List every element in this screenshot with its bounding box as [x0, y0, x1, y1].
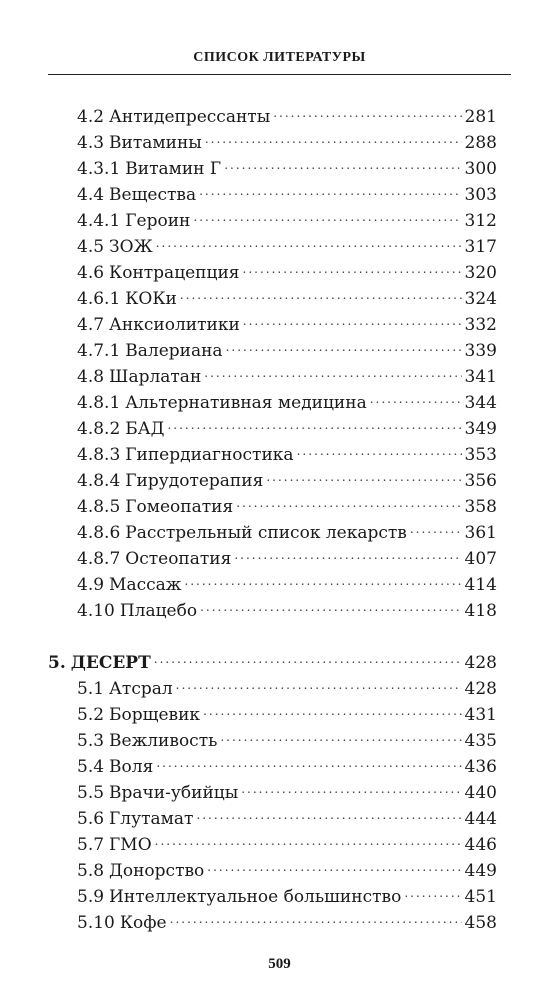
dot-leader	[205, 122, 462, 148]
toc-entry-page: 317	[464, 237, 497, 257]
toc-entry	[77, 798, 497, 829]
toc-entry-page: 431	[464, 705, 497, 725]
toc-entry-title: Атсрал	[109, 679, 173, 699]
toc-entry	[77, 512, 497, 543]
toc-entry-title: Вещества	[109, 185, 197, 205]
dot-leader	[234, 538, 461, 564]
toc-chapter-page: 428	[464, 653, 497, 673]
toc-entry-number: 5.5	[77, 783, 105, 803]
dot-leader	[184, 564, 461, 590]
toc-entry	[77, 668, 497, 699]
toc-entry-page: 303	[464, 185, 497, 205]
dot-leader	[236, 486, 461, 512]
toc-entry-number: 5.6	[77, 809, 105, 829]
toc-entry	[77, 122, 497, 153]
toc-entry-number: 4.9	[77, 575, 105, 595]
dot-leader	[176, 668, 462, 694]
toc-entry-title: Гипердиагностика	[125, 445, 294, 465]
toc-entry-title: Расстрельный список лекарств	[125, 523, 407, 543]
toc-entry-title: Альтернативная медицина	[125, 393, 367, 413]
toc-entry-page: 300	[464, 159, 497, 179]
toc-entry-page: 451	[464, 887, 497, 907]
toc-entry-page: 407	[464, 549, 497, 569]
header-rule	[48, 74, 511, 75]
toc-entry-page: 324	[464, 289, 497, 309]
toc-entry-page: 440	[464, 783, 497, 803]
toc-entry-title: Гирудотерапия	[125, 471, 264, 491]
toc-entry-number: 4.7	[77, 315, 105, 335]
dot-leader	[243, 304, 462, 330]
toc-entry-page: 361	[464, 523, 497, 543]
toc-entry-title: Интеллектуальное большинство	[109, 887, 402, 907]
toc-entry-page: 436	[464, 757, 497, 777]
toc-entry-title: Вежливость	[109, 731, 218, 751]
dot-leader	[204, 356, 461, 382]
toc-entry-number: 4.8.7	[77, 549, 121, 569]
toc-chapter-title: ДЕСЕРТ	[70, 653, 151, 673]
dot-leader	[224, 148, 461, 174]
toc-entry	[77, 96, 497, 127]
toc-entry-page: 339	[464, 341, 497, 361]
dot-leader	[180, 278, 462, 304]
dot-leader	[199, 174, 461, 200]
dot-leader	[200, 590, 461, 616]
toc-entry-page: 288	[464, 133, 497, 153]
toc-entry-title: ЗОЖ	[109, 237, 153, 257]
dot-leader	[167, 408, 461, 434]
toc-entry-title: Плацебо	[119, 601, 198, 621]
toc-entry	[77, 200, 497, 231]
page-number: 509	[268, 956, 291, 972]
toc-entry-number: 4.6.1	[77, 289, 121, 309]
toc-entry-page: 312	[464, 211, 497, 231]
dot-leader	[297, 434, 462, 460]
dot-leader	[273, 96, 461, 122]
toc-entry-number: 4.7.1	[77, 341, 121, 361]
toc-entry-page: 281	[464, 107, 497, 127]
toc-entry	[77, 720, 497, 751]
toc-entry-title: Витамин Г	[125, 159, 222, 179]
toc-entry	[77, 538, 497, 569]
toc-entry	[77, 694, 497, 725]
dot-leader	[156, 746, 461, 772]
toc-entry	[77, 486, 497, 517]
toc-entry	[77, 824, 497, 855]
toc-entry-title: Анксиолитики	[109, 315, 240, 335]
toc-entry-page: 341	[464, 367, 497, 387]
toc-entry-title: Антидепрессанты	[109, 107, 271, 127]
dot-leader	[220, 720, 461, 746]
toc-entry	[77, 174, 497, 205]
toc-entry-page: 344	[464, 393, 497, 413]
toc-entry	[77, 876, 497, 907]
toc-entry-number: 4.3.1	[77, 159, 121, 179]
toc-entry-page: 458	[464, 913, 497, 933]
toc-entry	[77, 460, 497, 491]
toc-entry-title: Контрацепция	[109, 263, 240, 283]
toc-entry-page: 446	[464, 835, 497, 855]
toc-entry	[77, 356, 497, 387]
toc-entry-title: Воля	[109, 757, 154, 777]
toc-entry-number: 5.7	[77, 835, 105, 855]
toc-entry	[77, 304, 497, 335]
toc-entry-number: 4.10	[77, 601, 115, 621]
toc-entry-title: Донорство	[109, 861, 205, 881]
toc-entry-page: 418	[464, 601, 497, 621]
dot-leader	[203, 694, 461, 720]
toc-entry-page: 320	[464, 263, 497, 283]
toc-entry-number: 4.4.1	[77, 211, 121, 231]
toc-entry-number: 5.8	[77, 861, 105, 881]
toc-entry-number: 4.3	[77, 133, 105, 153]
toc-entry	[77, 850, 497, 881]
toc-entry-title: Врачи-убийцы	[109, 783, 239, 803]
toc-entry-page: 349	[464, 419, 497, 439]
toc-entry-title: Гомеопатия	[125, 497, 234, 517]
toc-entry-number: 5.1	[77, 679, 105, 699]
toc-entry-number: 4.8.6	[77, 523, 121, 543]
dot-leader	[155, 824, 462, 850]
toc-entry-title: Витамины	[109, 133, 202, 153]
toc-entry-number: 4.5	[77, 237, 105, 257]
dot-leader	[410, 512, 462, 538]
toc-entry-number: 4.6	[77, 263, 105, 283]
dot-leader	[156, 226, 462, 252]
toc-entry-page: 449	[464, 861, 497, 881]
toc-entry-page: 353	[464, 445, 497, 465]
toc-entry	[77, 330, 497, 361]
toc-entry-number: 5.10	[77, 913, 115, 933]
dot-leader	[154, 642, 462, 668]
toc-entry-title: ГМО	[109, 835, 152, 855]
toc-entry-number: 4.2	[77, 107, 105, 127]
toc-entry-title: КОКи	[125, 289, 177, 309]
dot-leader	[170, 902, 462, 928]
toc-entry	[77, 902, 497, 933]
toc-entry-page: 356	[464, 471, 497, 491]
toc-entry-page: 414	[464, 575, 497, 595]
dot-leader	[370, 382, 462, 408]
running-header: СПИСОК ЛИТЕРАТУРЫ	[193, 50, 366, 65]
toc-entry-number: 4.8	[77, 367, 105, 387]
toc-entry-number: 5.4	[77, 757, 105, 777]
toc-entry	[77, 252, 497, 283]
dot-leader	[266, 460, 461, 486]
toc-entry-number: 4.4	[77, 185, 105, 205]
toc-entry-number: 4.8.1	[77, 393, 121, 413]
toc-entry-number: 4.8.5	[77, 497, 121, 517]
dot-leader	[193, 200, 461, 226]
toc-entry-title: Массаж	[109, 575, 182, 595]
toc-entry	[77, 590, 497, 621]
toc-entry	[77, 746, 497, 777]
toc-entry	[77, 564, 497, 595]
dot-leader	[226, 330, 462, 356]
toc-entry	[77, 148, 497, 179]
toc-entry-number: 4.8.4	[77, 471, 121, 491]
toc-entry-title: Глутамат	[109, 809, 194, 829]
toc-entry-title: Валериана	[125, 341, 223, 361]
dot-leader	[241, 772, 461, 798]
toc-chapter-number: 5.	[48, 653, 66, 673]
toc-chapter-heading	[48, 642, 497, 673]
dot-leader	[196, 798, 461, 824]
dot-leader	[243, 252, 462, 278]
toc-entry-title: Шарлатан	[109, 367, 202, 387]
toc-entry-number: 5.2	[77, 705, 105, 725]
toc-entry-number: 4.8.3	[77, 445, 121, 465]
toc-entry-page: 435	[464, 731, 497, 751]
toc-entry-page: 332	[464, 315, 497, 335]
dot-leader	[207, 850, 461, 876]
toc-entry	[77, 226, 497, 257]
toc-entry	[77, 408, 497, 439]
toc-entry-number: 5.3	[77, 731, 105, 751]
toc-entry-title: Героин	[125, 211, 191, 231]
toc-entry-title: Остеопатия	[125, 549, 232, 569]
toc-entry-number: 4.8.2	[77, 419, 121, 439]
toc-entry	[77, 434, 497, 465]
toc-entry-page: 444	[464, 809, 497, 829]
toc-entry-page: 358	[464, 497, 497, 517]
toc-entry-title: Борщевик	[109, 705, 201, 725]
toc-entry-title: БАД	[125, 419, 165, 439]
dot-leader	[404, 876, 461, 902]
toc-entry-page: 428	[464, 679, 497, 699]
toc-entry	[77, 772, 497, 803]
toc-entry-number: 5.9	[77, 887, 105, 907]
toc-entry-title: Кофе	[119, 913, 167, 933]
toc-entry	[77, 278, 497, 309]
toc-entry	[77, 382, 497, 413]
